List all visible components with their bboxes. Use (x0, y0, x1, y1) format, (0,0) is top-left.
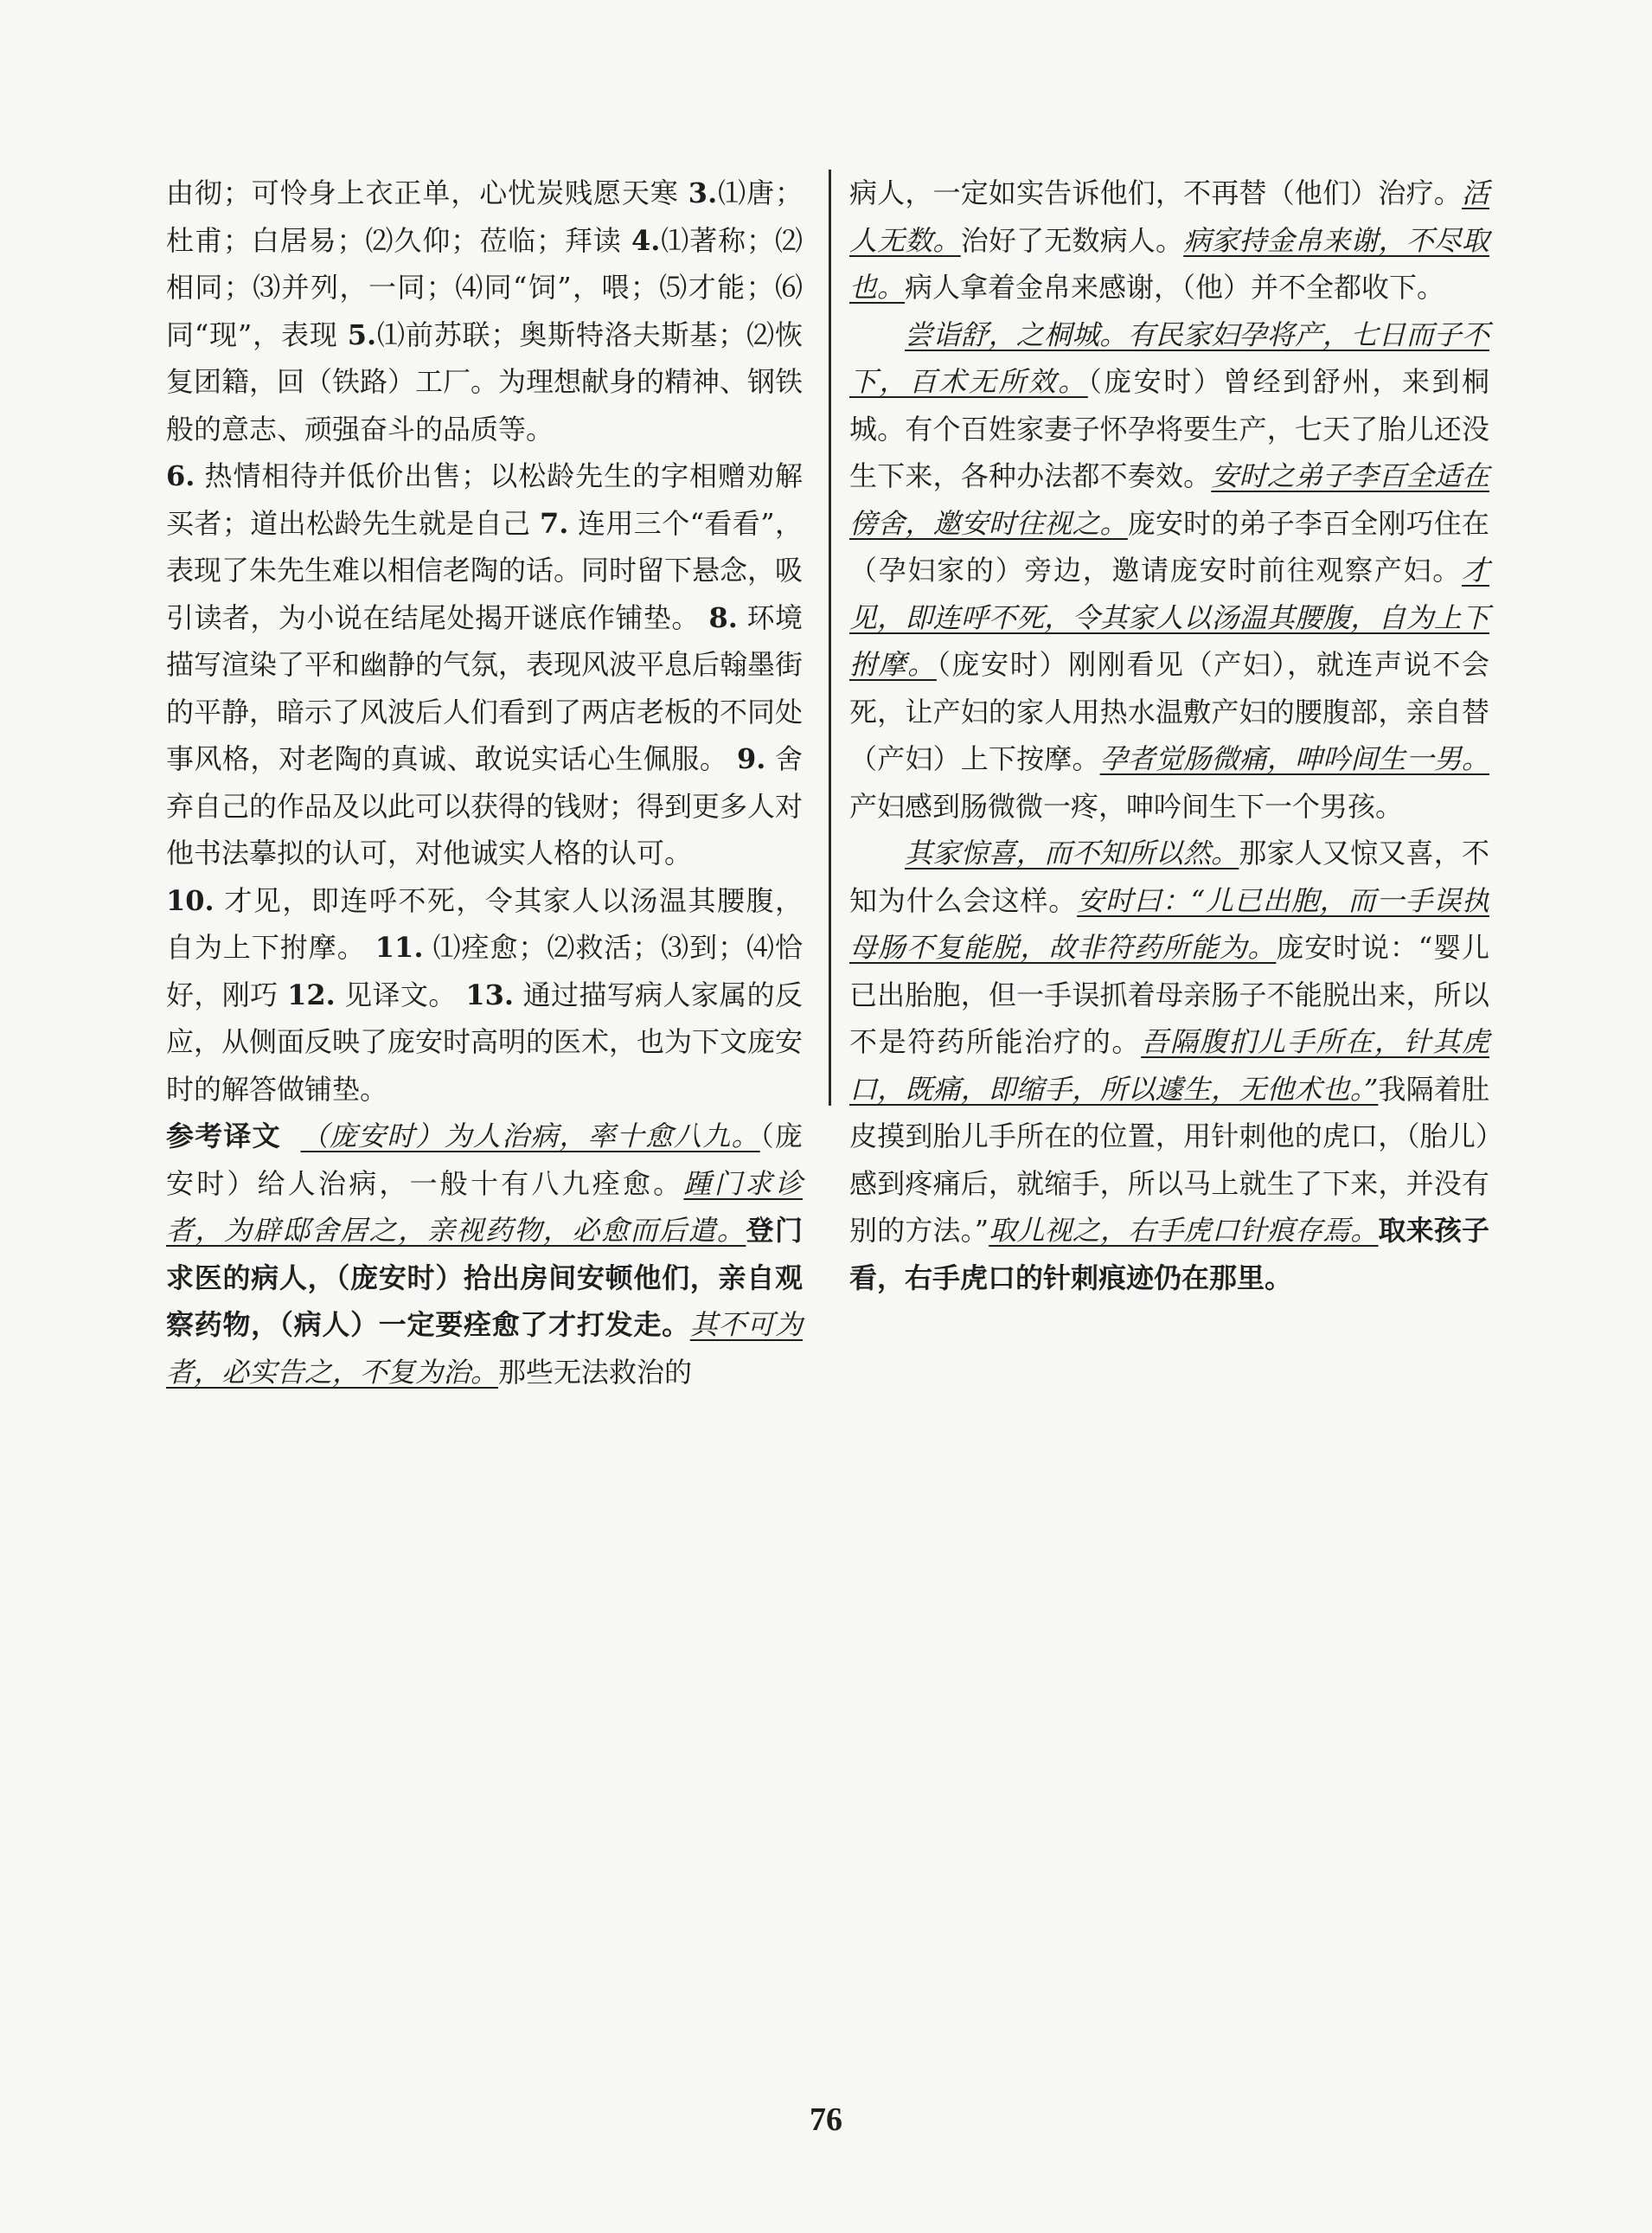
translation-text: 庞安时说：“婴儿已出胎胞，但一手误抓着母亲肠子不能脱出来，所以不是符药所能治疗的。 (849, 931, 1489, 1058)
translation-text: 我隔着肚皮摸到胎儿手所在的位置，用针刺他的虎口，（胎儿）感到疼痛后，就缩手，所以马上就生了下来，并没有别的方法。” (849, 1072, 1489, 1247)
reference-translation-label: 参考译文 (166, 1120, 281, 1152)
translation-text: 那家人又惊又喜，不知为什么会这样。 (849, 837, 1489, 917)
classical-text: 踵门求诊者，为辟邸舍居之，亲视药物，必愈而后遣。 (166, 1166, 803, 1247)
classical-text: 才见，即连呼不死，令其家人以汤温其腰腹，自为上下拊摩。 (849, 554, 1489, 681)
question-number: 4. (631, 223, 661, 257)
answer-text: 由彻；可怜身上衣正单，心忧炭贱愿天寒 (166, 176, 688, 209)
question-number: 7. (539, 506, 569, 540)
translation-text: 取来孩子看，右手虎口的针刺痕迹仍在那里。 (849, 1214, 1489, 1294)
classical-text: 吾隔腹扪儿手所在，针其虎口，既痛，即缩手，所以遽生，无他术也。” (849, 1025, 1489, 1106)
translation-text: 那些无法救治的 (498, 1355, 693, 1389)
question-number: 10. (166, 883, 215, 917)
translation-text: 产妇感到肠微微一疼，呻吟间生下一个男孩。 (849, 789, 1404, 823)
answer-text: 通过描写病人家属的反应，从侧面反映了庞安时高明的医术，也为下文庞安时的解答做铺垫。 (166, 978, 804, 1106)
translation-text: （庞安时）曾经到舒州，来到桐城。有个百姓家妻子怀孕将要生产，七天了胎儿还没生下来，各种办法都不奏效。 (849, 365, 1489, 492)
answer-text: 连用三个“看看”，表现了朱先生难以相信老陶的话。同时留下悬念，吸引读者，为小说在结尾处揭开谜底作铺垫。 (166, 506, 804, 634)
question-number: 11. (375, 931, 424, 964)
paragraph (849, 311, 1489, 831)
translation-text: （庞安时）给人治病，一般十有八九痊愈。 (166, 1120, 803, 1200)
left-column (166, 170, 803, 1396)
right-column (849, 170, 1489, 1301)
column-divider (829, 170, 831, 1106)
answer-text: ⑴唐；杜甫；白居易；⑵久仰；莅临；拜读 (166, 176, 803, 257)
question-number: 5. (347, 318, 377, 351)
answer-text: 热情相待并低价出售；以松龄先生的字相赠劝解买者；道出松龄先生就是自己 (166, 459, 803, 540)
answer-text: 舍弃自己的作品及以此可以获得的钱财；得到更多人对他书法摹拟的认可，对他诚实人格的认可。 (166, 742, 804, 869)
classical-text: 安时之弟子李百全适在傍舍，邀安时往视之。 (849, 459, 1489, 540)
question-number: 8. (708, 600, 738, 634)
classical-text: 其不可为者，必实告之，不复为治。 (166, 1308, 803, 1389)
translation-text: 病人拿着金帛来感谢，（他）并不全都收下。 (905, 271, 1445, 304)
classical-text: 病家持金帛来谢，不尽取也。 (849, 223, 1489, 304)
translation-text: 登门求医的病人，（庞安时）拾出房间安顿他们，亲自观察药物，（病人）一定要痊愈了才打发走。 (166, 1214, 803, 1341)
answer-text: ⑴前苏联；奥斯特洛夫斯基；⑵恢复团籍，回（铁路）工厂。为理想献身的精神、钢铁般的意志、顽强奋斗的品质等。 (166, 318, 804, 446)
translation-text: 治好了无数病人。 (960, 223, 1184, 257)
classical-text: 安时曰：“儿已出胞，而一手误执母肠不复能脱，故非符药所能为。 (849, 883, 1489, 964)
classical-text: （庞安时）为人治病，率十愈八九。 (300, 1120, 760, 1152)
classical-text: 尝诣舒，之桐城。有民家妇孕将产，七日而子不下，百术无所效。 (849, 318, 1489, 398)
answer-text: 见译文。 (335, 978, 466, 1011)
answer-text: 才见，即连呼不死，令其家人以汤温其腰腹，自为上下拊摩。 (166, 883, 803, 964)
question-number: 9. (736, 742, 766, 775)
paragraph (849, 830, 1489, 1301)
classical-text: 孕者觉肠微痛，呻吟间生一男。 (1099, 742, 1489, 775)
question-number: 6. (166, 459, 195, 492)
question-number: 3. (688, 176, 718, 209)
question-number: 12. (287, 978, 336, 1011)
answer-text: 环境描写渲染了平和幽静的气氛，表现风波平息后翰墨街的平静，暗示了风波后人们看到了两店老板的不同处事风格，对老陶的真诚、敢说实话心生佩服。 (166, 600, 804, 775)
classical-text: 取儿视之，右手虎口针痕存焉。 (989, 1214, 1379, 1247)
translation-text: （庞安时）刚刚看见（产妇），就连声说不会死，让产妇的家人用热水温敷产妇的腰腹部，亲自替（产妇）上下按摩。 (849, 648, 1489, 775)
question-number: 13. (465, 978, 515, 1011)
answer-text: ⑴著称；⑵相同；⑶并列，一同；⑷同“饲”，喂；⑸才能；⑹同“现”，表现 (166, 223, 803, 351)
translation-text: 病人，一定如实告诉他们，不再替（他们）治疗。 (849, 176, 1462, 209)
page-number: 76 (810, 2101, 842, 2138)
answer-text: ⑴痊愈；⑵救活；⑶到；⑷恰好，刚巧 (166, 931, 803, 1011)
classical-text: 活人无数。 (849, 176, 1489, 257)
classical-text: 其家惊喜，而不知所以然。 (905, 837, 1239, 869)
translation-text: 庞安时的弟子李百全刚巧住在（孕妇家的）旁边，邀请庞安时前往观察产妇。 (849, 506, 1489, 587)
